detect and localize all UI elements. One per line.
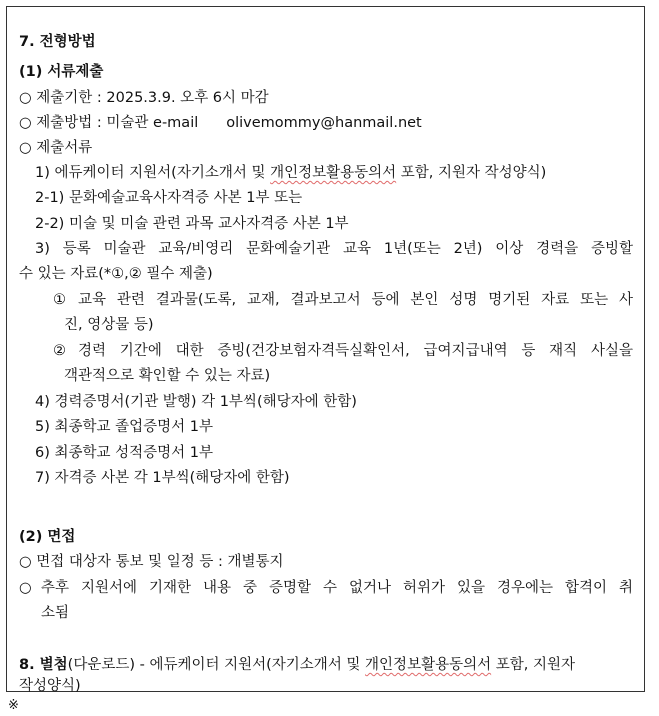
email-address[interactable]: olivemommy@hanmail.net <box>226 115 422 131</box>
doc-3-line1: 3) 등록 미술관 교육/비영리 문화예술기관 교육 1년(또는 2년) 이상 경력을 증빙할 <box>35 241 633 257</box>
bullet-circle: ○ <box>19 115 32 131</box>
doc-5: 5) 최종학교 졸업증명서 1부 <box>35 419 214 435</box>
interview-item-2-line2: 소됨 <box>41 605 70 621</box>
doc-1 <box>35 163 546 183</box>
circled-1-line1: 교육 관련 결과물(도록, 교재, 결과보고서 등에 본인 성명 명기된 자료 또는 사 <box>78 292 633 308</box>
footnote-mark: ※ <box>8 698 19 713</box>
doc-3-line2: 수 있는 자료(*①,② 필수 제출) <box>19 266 213 282</box>
interview-notice-text: 면접 대상자 통보 및 일정 등 : 개별통지 <box>36 554 284 570</box>
bullet-circle: ○ <box>19 90 32 106</box>
circled-2-line1: 경력 기간에 대한 증빙(건강보험자격득실확인서, 급여지급내역 등 재직 사실을 <box>78 343 633 359</box>
documents-text: 제출서류 <box>36 140 93 156</box>
deadline-text: 제출기한 : 2025.3.9. 오후 6시 마감 <box>36 90 269 106</box>
circled-2-mark: ② <box>53 343 66 359</box>
circled-1-mark: ① <box>53 292 66 308</box>
bullet-circle: ○ <box>19 140 32 156</box>
doc-7: 7) 자격증 사본 각 1부씩(해당자에 한함) <box>35 470 290 486</box>
section-8-title: 8. 별첨 <box>19 657 68 673</box>
doc-6: 6) 최종학교 성적증명서 1부 <box>35 445 214 461</box>
deadline-item <box>19 88 269 108</box>
subsection-interview-title: (2) 면접 <box>19 529 76 545</box>
doc-2-1: 2-1) 문화예술교육사자격증 사본 1부 또는 <box>35 190 303 206</box>
section-8-consent-form: 개인정보활용동의서 <box>365 657 492 673</box>
section-8-line1 <box>19 655 575 675</box>
section-7-title: 7. 전형방법 <box>19 34 96 50</box>
doc-4: 4) 경력증명서(기관 발행) 각 1부씩(해당자에 한함) <box>35 394 357 410</box>
bullet-circle: ○ <box>19 554 32 570</box>
documents-item <box>19 138 92 158</box>
method-label: 제출방법 : 미술관 e-mail <box>36 115 199 131</box>
doc-1-text: 1) 에듀케이터 지원서(자기소개서 및 <box>35 165 271 181</box>
circled-2-line2: 객관적으로 확인할 수 있는 자료) <box>64 368 271 384</box>
interview-item-2-line1: 추후 지원서에 기재한 내용 중 증명할 수 없거나 허위가 있을 경우에는 합격이 취 <box>41 580 633 596</box>
circled-1-line2: 진, 영상물 등) <box>64 317 154 333</box>
doc-1-text-end: 포함, 지원자 작성양식) <box>396 165 547 181</box>
method-item <box>19 113 422 133</box>
section-8-text[interactable]: (다운로드) - 에듀케이터 지원서(자기소개서 및 <box>67 657 366 673</box>
doc-2-2: 2-2) 미술 및 미술 관련 과목 교사자격증 사본 1부 <box>35 216 349 232</box>
bullet-circle: ○ <box>19 580 32 596</box>
section-8-text-end: 포함, 지원자 <box>491 657 575 673</box>
section-8-line2: 작성양식) <box>19 678 81 694</box>
subsection-documents-title: (1) 서류제출 <box>19 64 104 80</box>
interview-item-1 <box>19 552 284 572</box>
doc-1-consent-form: 개인정보활용동의서 <box>270 165 397 181</box>
